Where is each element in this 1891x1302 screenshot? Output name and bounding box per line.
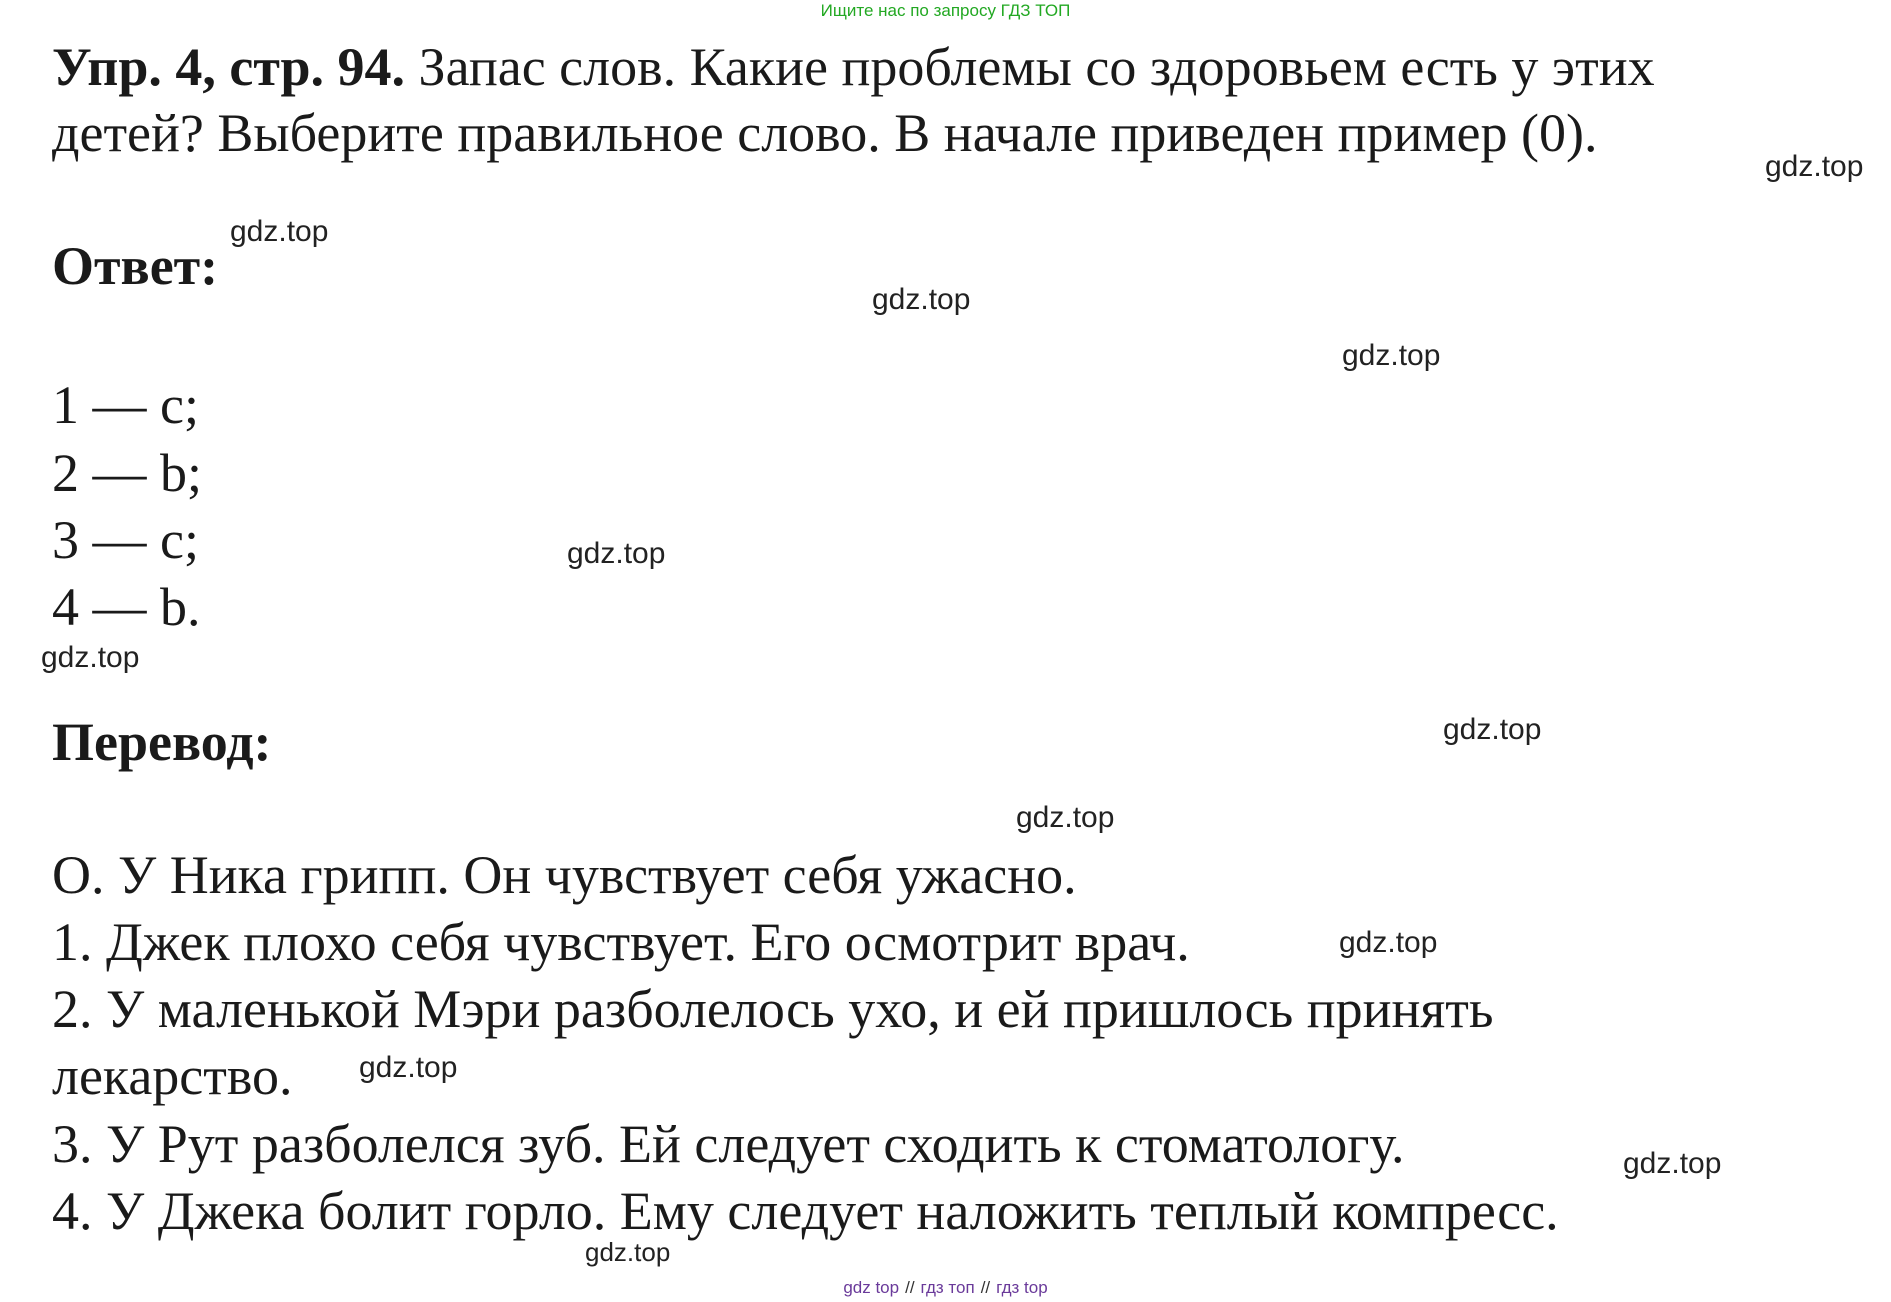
footer-separator: //	[980, 1278, 991, 1297]
watermark: gdz.top	[1342, 339, 1441, 372]
answer-item: 4 — b.	[52, 577, 201, 637]
footer-link-1[interactable]: gdz top	[843, 1278, 900, 1297]
translation-line: О. У Ника грипп. Он чувствует себя ужасно.	[52, 845, 1077, 905]
task-line-2: детей? Выберите правильное слово. В начале приведен пример (0).	[52, 103, 1598, 163]
watermark: gdz.top	[567, 537, 666, 570]
footer-separator: //	[905, 1278, 915, 1297]
watermark: gdz.top	[230, 215, 329, 248]
translation-line: 2. У маленькой Мэри разболелось ухо, и ей пришлось принять	[52, 979, 1494, 1039]
translation-line: 3. У Рут разболелся зуб. Ей следует сходить к стоматологу.	[52, 1114, 1405, 1174]
translation-line: 4. У Джека болит горло. Ему следует наложить теплый компресс.	[52, 1181, 1559, 1241]
watermark: gdz.top	[1765, 150, 1864, 183]
answer-item: 2 — b;	[52, 443, 203, 503]
task-label: Упр. 4, стр. 94.	[52, 37, 406, 97]
task-line-1	[52, 34, 1655, 100]
translation-line: 1. Джек плохо себя чувствует. Его осмотрит врач.	[52, 912, 1190, 972]
watermark: gdz.top	[872, 283, 971, 316]
footer-link-3[interactable]: гдз top	[996, 1278, 1048, 1297]
answer-item: 1 — c;	[52, 375, 199, 435]
footer-link-2[interactable]: гдз топ	[920, 1278, 975, 1297]
answer-item: 3 — c;	[52, 510, 199, 570]
watermark: gdz.top	[1443, 713, 1542, 746]
task-text-1: Запас слов. Какие проблемы со здоровьем есть у этих	[405, 37, 1655, 97]
watermark: gdz.top	[41, 641, 140, 674]
translation-line: лекарство.	[52, 1046, 293, 1106]
watermark: gdz.top	[1623, 1147, 1722, 1180]
watermark: gdz.top	[1339, 926, 1438, 959]
footer-links	[0, 1276, 1891, 1300]
translation-heading: Перевод:	[52, 712, 272, 772]
watermark: gdz.top	[359, 1051, 458, 1084]
watermark: gdz.top	[1016, 801, 1115, 834]
answer-heading: Ответ:	[52, 236, 219, 296]
watermark: gdz.top	[585, 1237, 671, 1267]
top-banner: Ищите нас по запросу ГДЗ ТОП	[820, 1, 1071, 20]
